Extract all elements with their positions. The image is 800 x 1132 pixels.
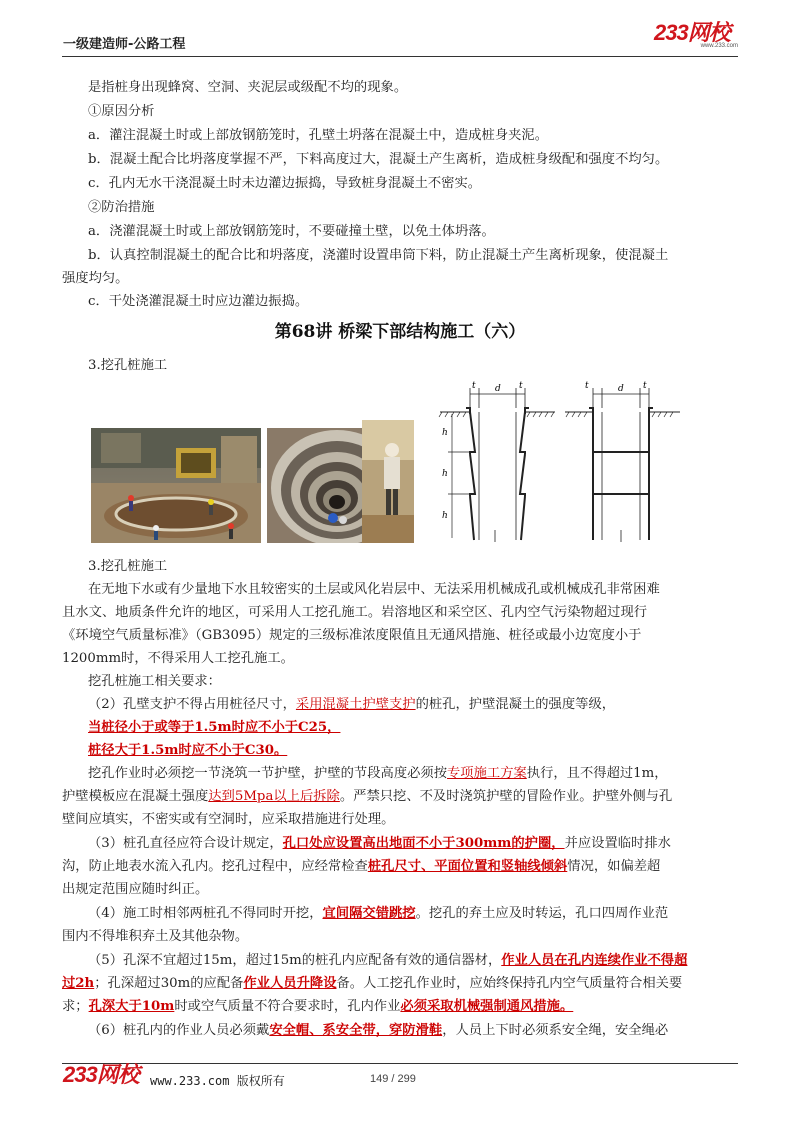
- highlight-text: 当桩径小于或等于1.5m时应不小于C25，: [88, 720, 341, 735]
- para-line: 且水文、地质条件允许的地区，可采用人工挖孔施工。岩溶地区和采空区、孔内空气污染物超过现行: [62, 605, 648, 620]
- text: （2）孔壁支护不得占用桩径尺寸，: [88, 697, 296, 712]
- construction-site-photo: [91, 428, 261, 543]
- cause-heading: ①原因分析: [88, 104, 155, 119]
- brand-logo[interactable]: [654, 22, 738, 50]
- text: 。挖孔的弃土应及时转运，孔口四周作业范: [415, 906, 669, 921]
- text: （4）施工时相邻两桩孔不得同时开挖，: [88, 906, 323, 921]
- text: 时或空气质量不符合要求时，孔内作业: [174, 999, 401, 1014]
- req-4-line: [88, 902, 668, 921]
- prevention-b-cont: 强度均匀。: [62, 271, 129, 286]
- req-5-line: [62, 995, 573, 1014]
- para-line: 1200mm时，不得采用人工挖孔施工。: [62, 651, 294, 666]
- req-6-line: [88, 1019, 668, 1038]
- text: 沟，防止地表水流入孔内。挖孔过程中，应经常检查: [62, 859, 368, 874]
- req-2-c30: [88, 739, 287, 758]
- highlight-text: 孔深大于10m: [88, 999, 175, 1014]
- diagram-label-t: t: [643, 381, 647, 391]
- logo-text: 233网校: [654, 20, 730, 45]
- pile-wall-diagram-tapered: [430, 380, 565, 550]
- highlight-text: 作业人员升降设: [243, 976, 337, 991]
- text: 挖孔作业时必须挖一节浇筑一节护壁，护壁的节段高度必须按: [88, 766, 448, 781]
- text: 备。人工挖孔作业时，应始终保持孔内空气质量符合相关要: [336, 976, 683, 991]
- requirements-heading: 挖孔桩施工相关要求：: [88, 674, 221, 689]
- highlight-text: 专项施工方案: [447, 766, 527, 781]
- highlight-text: 必须采取机械强制通风措施。: [400, 999, 574, 1014]
- pile-wall-diagram-straight: [565, 380, 685, 550]
- footer-logo-text: 233网校: [63, 1062, 139, 1087]
- para-line: 《环境空气质量标准》（GB3095）规定的三级标准浓度限值且无通风措施、桩径或最小边宽度小于: [62, 628, 642, 643]
- header-divider: [62, 56, 738, 57]
- highlight-text: 采用混凝土护壁支护: [295, 697, 416, 712]
- text: 求；: [62, 999, 89, 1014]
- diagram-label-t: t: [519, 381, 523, 391]
- section-heading: 3.挖孔桩施工: [88, 358, 168, 373]
- req-3-line: [62, 855, 660, 874]
- prevention-b: b．认真控制混凝土的配合比和坍落度，浇灌时设置串筒下料，防止混凝土产生离析现象，使混凝土: [88, 248, 669, 263]
- page-number: 149 / 299: [370, 1073, 416, 1085]
- text: （5）孔深不宜超过15m，超过15m的桩孔内应配备有效的通信器材，: [88, 953, 502, 968]
- prevention-c: c．干处浇灌混凝土时应边灌边振捣。: [88, 294, 309, 309]
- text: 护壁模板应在混凝土强度: [62, 789, 209, 804]
- req-2-c25: [88, 716, 340, 735]
- text: 。严禁只挖、不及时浇筑护壁的冒险作业。护壁外侧与孔: [339, 789, 673, 804]
- footer-logo[interactable]: [63, 1064, 139, 1086]
- prevention-heading: ②防治措施: [88, 200, 155, 215]
- diagram-label-t: t: [585, 381, 589, 391]
- highlight-text: 宜间隔交错跳挖: [322, 906, 416, 921]
- header-title: 一级建造师-公路工程: [63, 37, 186, 52]
- prevention-a: a．浇灌混凝土时或上部放钢筋笼时，不要碰撞土壁，以免土体坍落。: [88, 224, 495, 239]
- intro-text: 是指桩身出现蜂窝、空洞、夹泥层或级配不均的现象。: [88, 80, 408, 95]
- worker-photo: [362, 420, 414, 543]
- req-3-line: [88, 832, 671, 851]
- cause-c: c．孔内无水干浇混凝土时未边灌边振捣，导致桩身混凝土不密实。: [88, 176, 482, 191]
- text: 并应设置临时排水: [564, 836, 671, 851]
- text: ；孔深超过30m的应配备: [94, 976, 244, 991]
- req-3-line: 出规定范围应随时纠正。: [62, 882, 209, 897]
- req-2-line: [62, 785, 672, 804]
- req-4-line: 围内不得堆积弃土及其他杂物。: [62, 929, 249, 944]
- para-line: 在无地下水或有少量地下水且较密实的土层或风化岩层中、无法采用机械成孔或机械成孔非常困难: [88, 582, 660, 597]
- diagram-label-t: t: [472, 381, 476, 391]
- lecture-title: 第68讲 桥梁下部结构施工（六）: [274, 322, 526, 342]
- footer-divider: [62, 1063, 738, 1064]
- diagram-label-h: h: [442, 511, 448, 521]
- text: 的桩孔，护壁混凝土的强度等级，: [415, 697, 616, 712]
- cause-b: b．混凝土配合比坍落度掌握不严，下料高度过大，混凝土产生离析，造成桩身级配和强度不均匀。: [88, 152, 669, 167]
- text: （3）桩孔直径应符合设计规定，: [88, 836, 283, 851]
- highlight-text: 桩径大于1.5m时应不小于C30。: [88, 743, 288, 758]
- diagram-label-h: h: [442, 428, 448, 438]
- diagram-label-h: h: [442, 469, 448, 479]
- diagram-label-d: d: [618, 384, 624, 394]
- logo-url: www.233.com: [700, 43, 738, 49]
- text: 情况，如偏差超: [567, 859, 661, 874]
- highlight-text: 安全帽、系安全带，穿防滑鞋: [269, 1023, 443, 1038]
- req-2-line: [88, 693, 615, 712]
- text: （6）桩孔内的作业人员必须戴: [88, 1023, 270, 1038]
- req-5-line: [88, 949, 687, 968]
- footer-copyright[interactable]: www.233.com 版权所有: [150, 1074, 285, 1088]
- text: ，人员上下时必须系安全绳，安全绳必: [442, 1023, 669, 1038]
- req-2-line: [88, 762, 668, 781]
- highlight-text: 孔口处应设置高出地面不小于300mm的护圈，: [282, 836, 565, 851]
- req-2-line: 壁间应填实，不密实或有空洞时，应采取措施进行处理。: [62, 812, 395, 827]
- req-5-line: [62, 972, 682, 991]
- highlight-text: 桩孔尺寸、平面位置和竖轴线倾斜: [367, 859, 568, 874]
- cause-a: a．灌注混凝土时或上部放钢筋笼时，孔壁土坍落在混凝土中，造成桩身夹泥。: [88, 128, 549, 143]
- highlight-text: 达到5Mpa以上后拆除: [208, 789, 340, 804]
- highlight-text: 过2h: [62, 976, 95, 991]
- highlight-text: 作业人员在孔内连续作业不得超: [501, 953, 688, 968]
- diagram-label-d: d: [495, 384, 501, 394]
- section-heading-2: 3.挖孔桩施工: [88, 559, 168, 574]
- text: 执行，且不得超过1m，: [526, 766, 668, 781]
